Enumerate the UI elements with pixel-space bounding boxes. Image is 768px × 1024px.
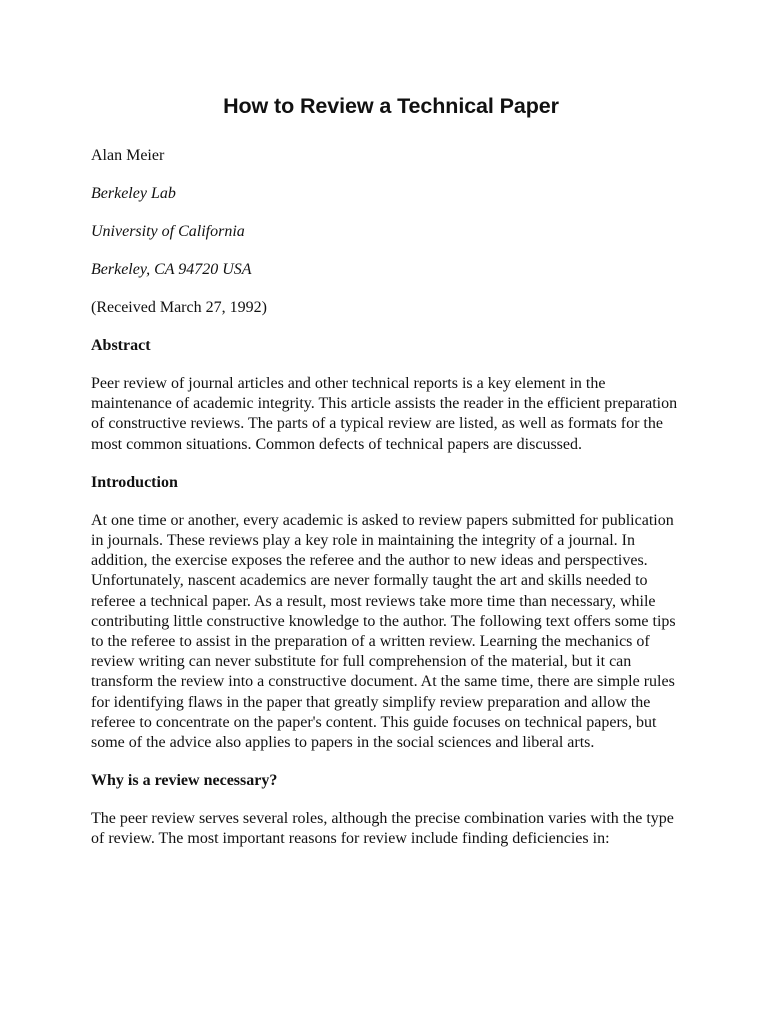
affiliation-lab: Berkeley Lab xyxy=(91,185,176,202)
abstract-heading: Abstract xyxy=(91,337,151,354)
abstract-text: Peer review of journal articles and other technical reports is a key element in the maintenance of academic integrity. This article assists the reader in the efficient preparation of constructive reviews. The parts of a typical review are listed, as well as formats for the most common situations. Common defects of technical papers are discussed. xyxy=(91,375,678,453)
introduction-heading: Introduction xyxy=(91,473,178,491)
introduction-text: At one time or another, every academic is asked to review papers submitted for publication in journals. These reviews play a key role in maintaining the integrity of a journal. In addition, the exercise exposes the referee and the author to new ideas and perspectives. Unfortunately, nascent academics are never formally taught the art and skills needed to referee a technical paper. As a result, most reviews take more time than necessary, while contributing little constructive knowledge to the author. The following text offers some tips to the referee to assist in the preparation of a written review. Learning the mechanics of review writing can never substitute for full comprehension of the material, but it can transform the review into a constructive document. At the same time, there are simple rules for identifying flaws in the paper that greatly simplify review preparation and allow the referee to concentrate on the paper's content. This guide focuses on technical papers, but some of the advice also applies to papers in the social sciences and liberal arts. xyxy=(91,511,676,752)
document-page xyxy=(91,92,691,868)
received-date: (Received March 27, 1992) xyxy=(91,299,267,316)
why-review-heading: Why is a review necessary? xyxy=(91,772,278,790)
document-title: How to Review a Technical Paper xyxy=(223,94,559,118)
affiliation-address: Berkeley, CA 94720 USA xyxy=(91,261,252,278)
why-review-text: The peer review serves several roles, although the precise combination varies with the type of review. The most important reasons for review include finding deficiencies in: xyxy=(91,810,674,848)
affiliation-university: University of California xyxy=(91,223,245,240)
author-name: Alan Meier xyxy=(91,147,165,164)
